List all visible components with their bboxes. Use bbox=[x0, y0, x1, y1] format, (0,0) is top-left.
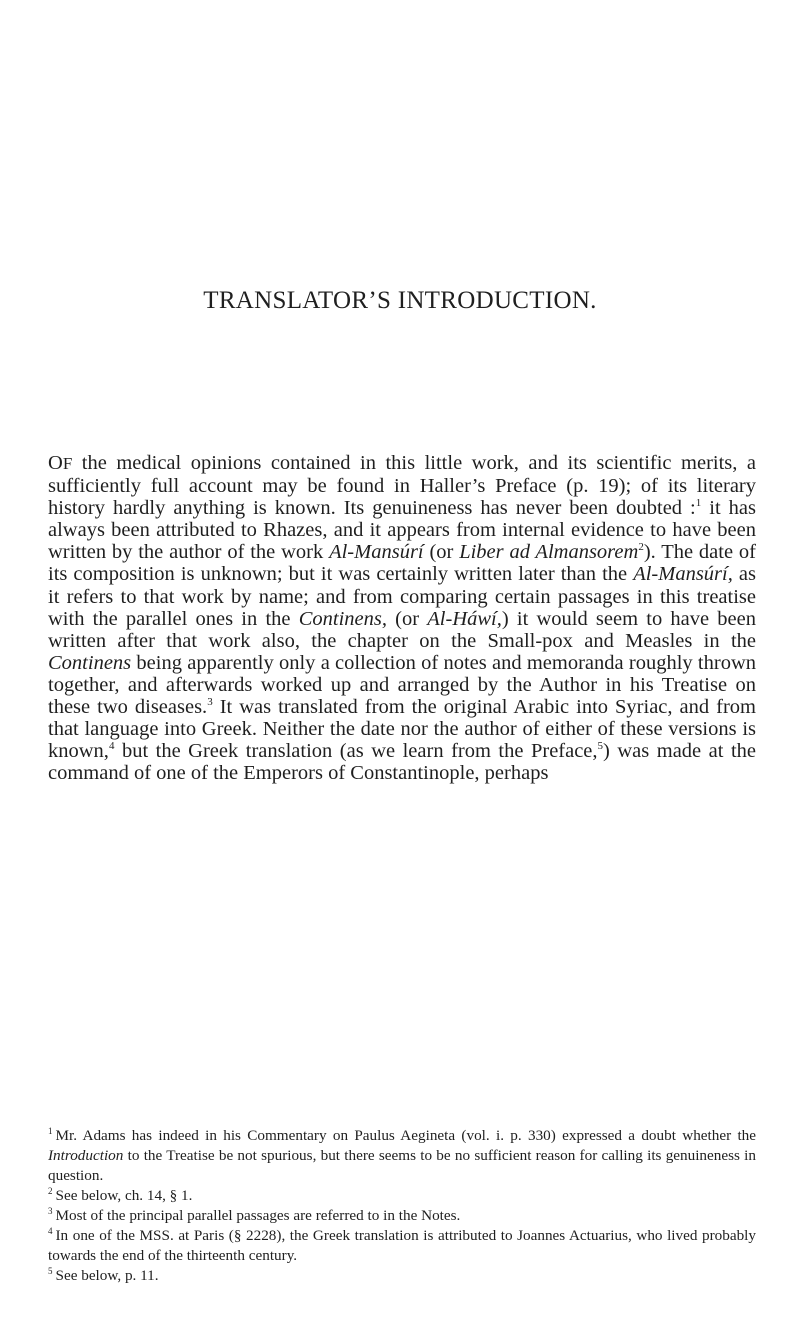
footnote-ref-5[interactable]: 5 bbox=[597, 740, 604, 753]
footnotes bbox=[48, 1126, 756, 1286]
drop-initial: O bbox=[48, 452, 63, 474]
italic-title: Continens bbox=[48, 651, 132, 674]
footnote-2 bbox=[48, 1186, 756, 1206]
text-run: ) was made at the command of one of the Emperors of Constantinople, perhaps bbox=[48, 740, 756, 785]
italic-title: Continens, bbox=[298, 607, 387, 630]
text-run: ). The date of its composition is unknown; but it was certainly written later than the bbox=[48, 541, 756, 586]
italic-title: Al-Háwí, bbox=[427, 607, 502, 630]
text-run: as it refers to that work by name; and from comparing certain passages in this treatise with the parallel ones in the bbox=[48, 563, 757, 630]
text-run: ) it would seem to have been written after that work also, the chapter on the Small-pox and Measles in the bbox=[48, 607, 756, 652]
text-run: (or bbox=[423, 541, 460, 564]
footnote-text: In one of the MSS. at Paris (§ 2228), the Greek translation is attributed to Joannes Actuarius, who lived probably towards the end of the thirteenth century. bbox=[48, 1227, 756, 1264]
footnote-number: 1 bbox=[48, 1125, 53, 1136]
footnote-4 bbox=[48, 1226, 756, 1266]
body-paragraph bbox=[48, 452, 756, 784]
footnote-text: Mr. Adams has indeed in his Commentary on Paulus Aegineta (vol. i. p. 330) expressed a doubt whether the bbox=[55, 1127, 756, 1144]
footnote-ref-3[interactable]: 3 bbox=[207, 696, 213, 709]
text-run: the medical opinions contained in this little work, and its scientific merits, a sufficiently full account may be found in Haller’s Preface (p. 19); of its literary history hardly anything is known. Its genuineness has never been doubted : bbox=[48, 452, 756, 520]
footnote-number: 5 bbox=[48, 1265, 53, 1276]
footnote-text: See below, ch. 14, § 1. bbox=[55, 1187, 193, 1204]
text-run: It was translated from the original Arabic into Syriac, and from that language into Greek. Neither the date nor the author of either of these versions is known, bbox=[48, 696, 756, 763]
footnote-number: 2 bbox=[48, 1185, 53, 1196]
italic-title: Al-Mansúrí, bbox=[633, 563, 733, 586]
text-run: it has always been attributed to Rhazes, and it appears from internal evidence to have been written by the author of the work bbox=[48, 497, 757, 564]
text-run: being apparently only a collection of notes and memoranda roughly thrown together, and afterwards worked up and arranged by the Author in his Treatise on these two diseases. bbox=[48, 651, 756, 719]
text-run: (or bbox=[386, 607, 428, 630]
text-run: but the Greek translation (as we learn from the Preface, bbox=[114, 740, 598, 763]
footnote-text: See below, p. 11. bbox=[55, 1267, 159, 1284]
footnote-number: 3 bbox=[48, 1205, 53, 1216]
italic-title: Introduction bbox=[48, 1147, 124, 1164]
footnote-3 bbox=[48, 1206, 756, 1226]
footnote-ref-4[interactable]: 4 bbox=[108, 740, 115, 753]
page-title: TRANSLATOR’S INTRODUCTION. bbox=[203, 287, 597, 314]
footnote-1 bbox=[48, 1126, 756, 1186]
footnote-text: Most of the principal parallel passages are referred to in the Notes. bbox=[55, 1207, 461, 1224]
italic-title: Al-Mansúrí bbox=[329, 541, 424, 564]
footnote-number: 4 bbox=[48, 1225, 53, 1236]
small-caps-letter: F bbox=[62, 454, 73, 473]
footnote-ref-1[interactable]: 1 bbox=[695, 497, 702, 510]
footnote-text: to the Treatise be not spurious, but there seems to be no sufficient reason for calling its genuineness in question. bbox=[48, 1147, 756, 1184]
italic-title: Liber ad Almansorem bbox=[459, 541, 639, 564]
footnote-5 bbox=[48, 1266, 756, 1286]
footnote-ref-2[interactable]: 2 bbox=[638, 541, 644, 554]
